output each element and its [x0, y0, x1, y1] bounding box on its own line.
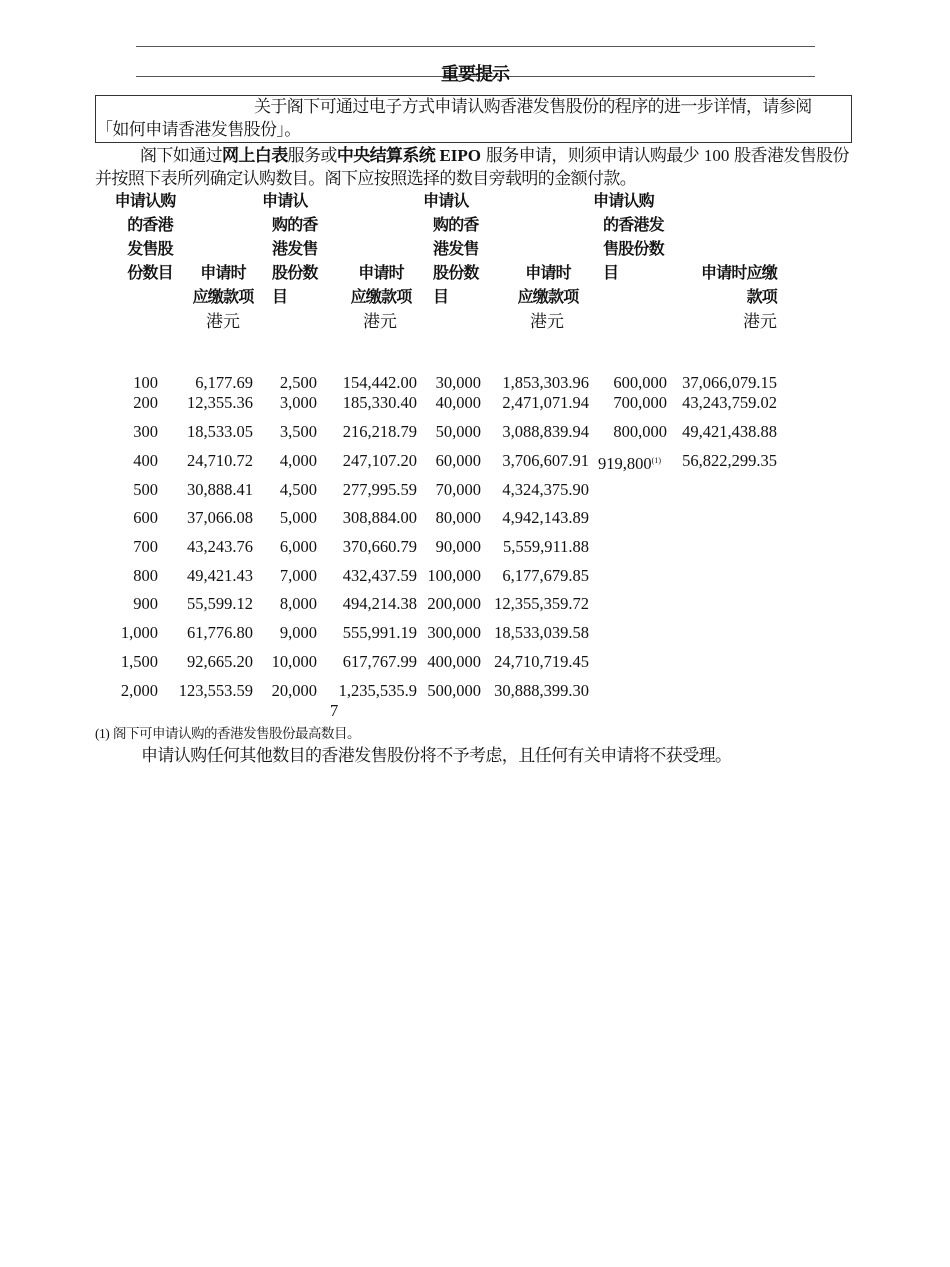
- cell-value: 1,853,303.96: [502, 373, 589, 392]
- shares-cell: [613, 374, 667, 392]
- cell-value: 919,800: [598, 454, 652, 473]
- amount-cell: [187, 567, 253, 585]
- cell-value: 555,991.19: [342, 623, 417, 642]
- cell-value: 56,822,299.35: [682, 451, 777, 470]
- amount-cell: [682, 423, 777, 441]
- column-header-line: 申请时: [358, 263, 404, 282]
- cell-value: 216,218.79: [342, 422, 417, 441]
- cell-value: 37,066.08: [187, 508, 253, 527]
- intro-bold-ccass: 中央结算系统: [336, 146, 436, 166]
- cell-value: 4,942,143.89: [502, 508, 589, 527]
- column-header-line: 份数目: [127, 263, 173, 282]
- cell-value: 200,000: [427, 594, 481, 613]
- cell-value: 12,355,359.72: [494, 594, 589, 613]
- amount-cell: [187, 624, 253, 642]
- cell-value: 4,500: [279, 480, 317, 499]
- cell-value: 432,437.59: [342, 566, 417, 585]
- currency-unit-hkd: 港元: [206, 312, 240, 332]
- cell-value: 60,000: [435, 451, 481, 470]
- shares-cell: [280, 481, 317, 499]
- cell-value: 30,888.41: [187, 480, 253, 499]
- shares-cell: [436, 394, 481, 412]
- cell-value: 600,000: [613, 373, 667, 392]
- shares-cell: [133, 538, 158, 556]
- cell-value: 5,000: [279, 508, 317, 527]
- cell-value: 3,088,839.94: [502, 422, 589, 441]
- amount-cell: [502, 374, 589, 392]
- cell-value: 50,000: [435, 422, 481, 441]
- amount-cell: [187, 481, 253, 499]
- amount-cell: [494, 653, 589, 671]
- column-header-line: 的香港: [127, 215, 173, 234]
- shares-cell: [436, 538, 481, 556]
- column-header-8: [686, 261, 777, 309]
- cell-value: 30,888,399.30: [494, 681, 589, 700]
- column-header-line: 售股份数: [603, 239, 664, 258]
- closing-statement: 申请认购任何其他数目的香港发售股份将不予考虑，且任何有关申请将不获受理。: [141, 746, 732, 766]
- shares-cell: [436, 423, 481, 441]
- shares-cell: [280, 509, 317, 527]
- shares-cell: [133, 595, 158, 613]
- column-header-line: 应缴款项: [350, 287, 412, 306]
- column-header-line: 购的香: [433, 215, 479, 234]
- cell-value: 49,421.43: [187, 566, 253, 585]
- cell-value: 370,660.79: [342, 537, 417, 556]
- amount-cell: [494, 595, 589, 613]
- shares-cell: [427, 567, 481, 585]
- amount-cell: [502, 481, 589, 499]
- cell-value: 185,330.40: [342, 393, 417, 412]
- amount-cell: [502, 452, 589, 470]
- column-header-1: [110, 189, 180, 285]
- amount-cell: [502, 423, 589, 441]
- column-header-line: 应缴款项: [517, 287, 579, 306]
- shares-cell: [133, 394, 158, 412]
- cell-value: 247,107.20: [342, 451, 417, 470]
- shares-cell: [436, 481, 481, 499]
- column-header-line: 目: [433, 287, 449, 306]
- cell-value: 100: [133, 373, 158, 392]
- column-header-5: [423, 189, 485, 309]
- intro-text: 阁下如通过: [140, 146, 222, 166]
- amount-cell: [343, 374, 417, 392]
- shares-cell: [280, 595, 317, 613]
- cell-value: 400: [133, 451, 158, 470]
- cell-value: 1,500: [120, 652, 158, 671]
- currency-unit-hkd: 港元: [743, 312, 777, 332]
- shares-cell: [133, 423, 158, 441]
- footnote-text: 阁下可申请认购的香港发售股份最高数目。: [109, 726, 361, 742]
- amount-cell: [339, 682, 417, 700]
- cell-value: 277,995.59: [342, 480, 417, 499]
- amount-cell: [187, 452, 253, 470]
- shares-cell: [133, 374, 158, 392]
- wrapped-digit: 7: [330, 701, 339, 720]
- cell-value: 6,000: [279, 537, 317, 556]
- cell-value: 24,710,719.45: [494, 652, 589, 671]
- amount-cell: [343, 423, 417, 441]
- column-header-line: 的香港发: [603, 215, 664, 234]
- amount-cell: [195, 374, 253, 392]
- shares-cell: [121, 682, 158, 700]
- cell-value: 3,500: [279, 422, 317, 441]
- shares-cell: [272, 682, 317, 700]
- amount-cell: [343, 538, 417, 556]
- cell-value: 2,471,071.94: [502, 393, 589, 412]
- shares-cell: [280, 538, 317, 556]
- shares-cell: [121, 624, 158, 642]
- cell-value: 18,533.05: [187, 422, 253, 441]
- cell-value: 37,066,079.15: [682, 373, 777, 392]
- amount-cell: [187, 394, 253, 412]
- cell-value: 800: [133, 566, 158, 585]
- shares-cell: [436, 452, 481, 470]
- shares-cell: [436, 509, 481, 527]
- amount-cell: [187, 538, 253, 556]
- amount-cell: [502, 509, 589, 527]
- column-header-line: 股份数: [433, 263, 479, 282]
- column-header-line: 申请认购: [114, 191, 176, 210]
- amount-cell: [343, 567, 417, 585]
- column-header-line: 款项: [746, 287, 777, 306]
- shares-cell: [598, 452, 661, 473]
- cell-value: 800,000: [613, 422, 667, 441]
- currency-unit-hkd: 港元: [363, 312, 397, 332]
- cell-value: 154,442.00: [342, 373, 417, 392]
- amount-cell: [494, 682, 589, 700]
- column-header-line: 申请时应缴: [700, 263, 777, 282]
- cell-value: 3,706,607.91: [502, 451, 589, 470]
- shares-cell: [427, 624, 481, 642]
- amount-cell: [187, 509, 253, 527]
- amount-cell: [179, 682, 253, 700]
- cell-value: 6,177.69: [195, 373, 253, 392]
- shares-cell: [280, 374, 317, 392]
- cell-value: 400,000: [427, 652, 481, 671]
- cell-value: 40,000: [435, 393, 481, 412]
- column-header-2: [186, 261, 260, 309]
- cell-value: 90,000: [435, 537, 481, 556]
- cell-value: 1,235,535.9: [338, 681, 417, 700]
- cell-value: 7,000: [279, 566, 317, 585]
- shares-cell: [133, 452, 158, 470]
- amount-cell: [682, 452, 777, 470]
- cell-value: 2,500: [279, 373, 317, 392]
- cell-value: 2,000: [120, 681, 158, 700]
- amount-cell: [682, 394, 777, 412]
- amount-cell: [187, 423, 253, 441]
- notice-line-2: 「如何申请香港发售股份」。: [96, 120, 301, 140]
- cell-value: 300: [133, 422, 158, 441]
- cell-value: 61,776.80: [187, 623, 253, 642]
- cell-value: 100,000: [427, 566, 481, 585]
- shares-cell: [280, 452, 317, 470]
- cell-value: 9,000: [279, 623, 317, 642]
- intro-min-shares: 100: [703, 146, 730, 165]
- notice-line-1: 关于阁下可通过电子方式申请认购香港发售股份的程序的进一步详情，请参阅: [254, 97, 812, 117]
- intro-text: 股香港发售股份并按照下表所列确定认购数目。阁下应按照选择的数目旁载明的金额付款。: [95, 146, 849, 189]
- footnote: [95, 722, 360, 742]
- intro-bold-eipo: EIPO: [435, 146, 482, 165]
- shares-cell: [427, 653, 481, 671]
- column-header-line: 港发售: [433, 239, 479, 258]
- cell-value: 300,000: [427, 623, 481, 642]
- cell-value: 308,884.00: [342, 508, 417, 527]
- shares-cell: [121, 653, 158, 671]
- page-title: 重要提示: [441, 64, 509, 85]
- column-header-4: [344, 261, 418, 309]
- column-header-line: 申请认购: [593, 191, 654, 210]
- currency-unit-hkd: 港元: [530, 312, 564, 332]
- amount-cell: [682, 374, 777, 392]
- cell-value: 43,243,759.02: [682, 393, 777, 412]
- intro-bold-white-form: 网上白表: [222, 146, 288, 166]
- cell-value: 80,000: [435, 508, 481, 527]
- cell-value: 123,553.59: [178, 681, 253, 700]
- amount-cell: [503, 538, 589, 556]
- cell-value: 92,665.20: [187, 652, 253, 671]
- column-header-6: [511, 261, 585, 309]
- shares-cell: [280, 423, 317, 441]
- cell-value: 200: [133, 393, 158, 412]
- cell-value: 3,000: [279, 393, 317, 412]
- cell-value: 617,767.99: [342, 652, 417, 671]
- cell-value: 20,000: [271, 681, 317, 700]
- cell-value: 700: [133, 537, 158, 556]
- intro-text: 服务或: [287, 146, 337, 166]
- shares-cell: [436, 374, 481, 392]
- cell-value: 500,000: [427, 681, 481, 700]
- shares-cell: [280, 567, 317, 585]
- shares-cell: [133, 509, 158, 527]
- amount-cell: [343, 452, 417, 470]
- shares-cell: [427, 595, 481, 613]
- cell-value: 4,324,375.90: [502, 480, 589, 499]
- cell-value: 8,000: [279, 594, 317, 613]
- top-rule: [136, 46, 815, 47]
- cell-value: 10,000: [271, 652, 317, 671]
- amount-cell: [187, 653, 253, 671]
- cell-value: 700,000: [613, 393, 667, 412]
- amount-cell: [343, 595, 417, 613]
- shares-cell: [133, 481, 158, 499]
- column-header-line: 申请时: [525, 263, 571, 282]
- column-header-line: 目: [603, 263, 619, 282]
- column-header-line: 股份数: [272, 263, 318, 282]
- cell-value: 4,000: [279, 451, 317, 470]
- cell-value: 55,599.12: [187, 594, 253, 613]
- column-header-line: 申请认: [262, 191, 308, 210]
- column-header-line: 目: [272, 287, 288, 306]
- cell-value: 12,355.36: [187, 393, 253, 412]
- column-header-line: 应缴款项: [192, 287, 254, 306]
- amount-cell: [502, 394, 589, 412]
- intro-text: 服务申请，则须申请认购最少: [481, 146, 704, 166]
- cell-value: 18,533,039.58: [494, 623, 589, 642]
- cell-value: 49,421,438.88: [682, 422, 777, 441]
- amount-cell: [343, 481, 417, 499]
- shares-cell: [427, 682, 481, 700]
- amount-cell: [494, 624, 589, 642]
- cell-value: 600: [133, 508, 158, 527]
- footnote-mark: (1): [95, 726, 110, 741]
- column-header-3: [262, 189, 324, 309]
- cell-value: 1,000: [120, 623, 158, 642]
- column-header-line: 港发售: [272, 239, 318, 258]
- cell-value: 500: [133, 480, 158, 499]
- cell-value: 494,214.38: [342, 594, 417, 613]
- amount-cell: [343, 394, 417, 412]
- cell-value: 30,000: [435, 373, 481, 392]
- column-header-line: 发售股: [127, 239, 173, 258]
- amount-cell: [187, 595, 253, 613]
- intro-paragraph: [95, 144, 857, 191]
- cell-value: 6,177,679.85: [502, 566, 589, 585]
- notice-box: [95, 95, 852, 143]
- amount-cell: [343, 624, 417, 642]
- shares-cell: [272, 653, 317, 671]
- cell-value: 70,000: [435, 480, 481, 499]
- amount-cell: [343, 653, 417, 671]
- column-header-line: 申请时: [200, 263, 246, 282]
- shares-cell: [280, 624, 317, 642]
- cell-value: 5,559,911.88: [502, 537, 589, 556]
- shares-cell: [133, 567, 158, 585]
- column-header-7: [593, 189, 675, 285]
- shares-cell: [280, 394, 317, 412]
- shares-cell: [613, 423, 667, 441]
- cell-value: 43,243.76: [187, 537, 253, 556]
- amount-cell: [502, 567, 589, 585]
- cell-value: 24,710.72: [187, 451, 253, 470]
- shares-cell: [613, 394, 667, 412]
- column-header-line: 申请认: [423, 191, 469, 210]
- column-header-line: 购的香: [272, 215, 318, 234]
- amount-cell: [343, 509, 417, 527]
- footnote-reference: (1): [651, 456, 661, 465]
- cell-value: 900: [133, 594, 158, 613]
